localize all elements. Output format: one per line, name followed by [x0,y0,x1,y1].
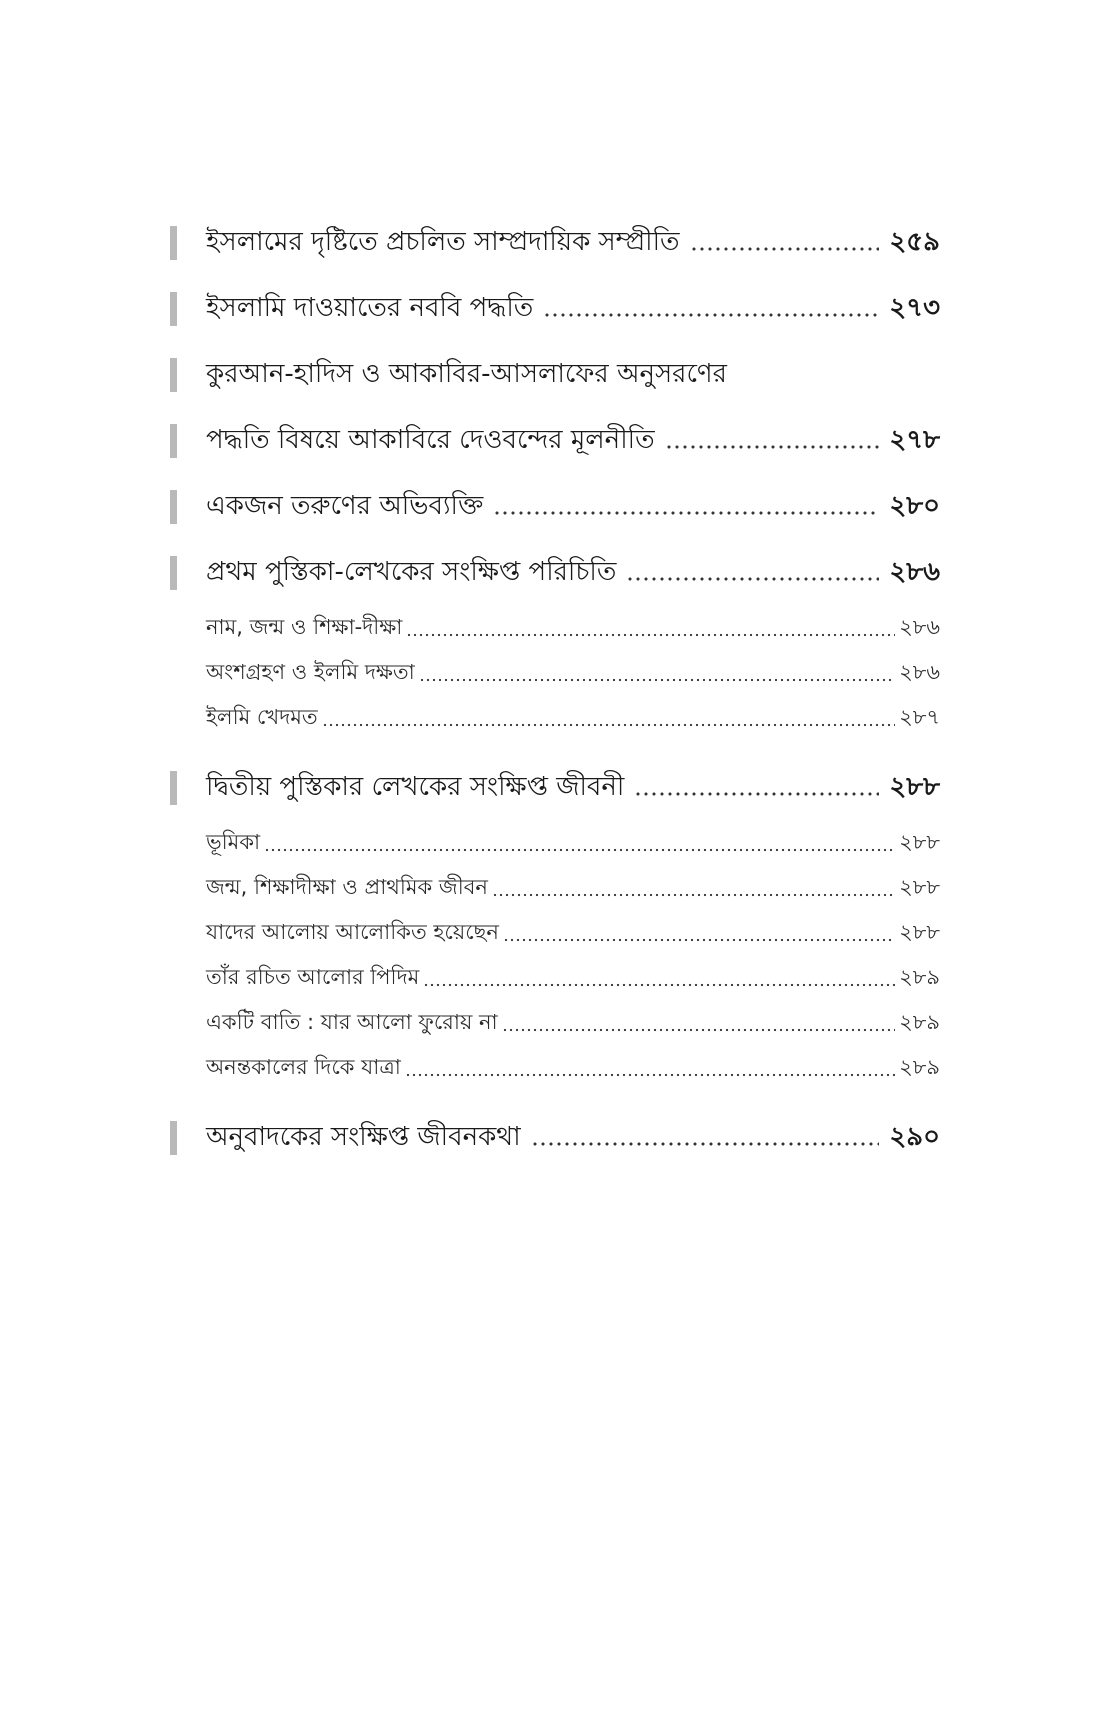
toc-entry-translator-bio[interactable] [176,1105,940,1171]
toc-subentry-page: ২৮৬ [899,615,940,639]
toc-subentry[interactable] [176,866,940,911]
section-marker-bar [170,556,177,590]
toc-entry-title: ইসলামি দাওয়াতের নববি পদ্ধতি [206,293,534,323]
toc-entry-dawah-method[interactable] [176,276,940,342]
toc-entry-page: ২৮০ [889,491,940,521]
section-marker-bar [170,358,177,392]
toc-entry-communal-harmony[interactable] [176,210,940,276]
spacer [176,741,940,755]
dot-leader [264,848,895,852]
toc-subentry-title: অংশগ্রহণ ও ইলমি দক্ষতা [206,660,415,684]
toc-subentry-page: ২৮৮ [899,920,940,944]
toc-subentry-title: জন্ম, শিক্ষাদীক্ষা ও প্রাথমিক জীবন [206,875,488,899]
toc-subentry[interactable] [176,1046,940,1091]
toc-entry-second-author-bio[interactable] [176,755,940,821]
toc-subentry[interactable] [176,606,940,651]
toc-subentry[interactable] [176,651,940,696]
dot-leader [493,511,879,515]
dot-leader [492,893,895,897]
toc-entry-page: ২৫৯ [889,227,940,257]
toc-subentry-page: ২৮৬ [899,660,940,684]
dot-leader [634,792,879,796]
toc-entry-title: কুরআন-হাদিস ও আকাবির-আসলাফের অনুসরণের [206,359,727,389]
toc-entry-title: ইসলামের দৃষ্টিতে প্রচলিত সাম্প্রদায়িক সম্প্রীতি [206,227,680,257]
toc-subentry-title: অনন্তকালের দিকে যাত্রা [206,1055,401,1079]
dot-leader [405,1073,895,1077]
dot-leader [665,445,880,449]
toc-entry-first-author-intro[interactable] [176,540,940,606]
toc-subentry-page: ২৮৯ [899,965,940,989]
dot-leader [419,678,895,682]
toc-subentry[interactable] [176,821,940,866]
toc-subentry[interactable] [176,911,940,956]
toc-subentry[interactable] [176,1001,940,1046]
toc-entry-page: ২৭৮ [889,425,940,455]
section-marker-bar [170,490,177,524]
section-marker-bar [170,1121,177,1155]
toc-subentry-page: ২৮৮ [899,875,940,899]
toc-entry-title: একজন তরুণের অভিব্যক্তি [206,491,484,521]
toc-subentry-title: ইলমি খেদমত [206,705,318,729]
toc-entry-title: প্রথম পুস্তিকা-লেখকের সংক্ষিপ্ত পরিচিতি [206,557,617,587]
dot-leader [503,938,895,942]
toc-entry-title: দ্বিতীয় পুস্তিকার লেখকের সংক্ষিপ্ত জীবনী [206,772,625,802]
toc-entry-quran-hadith-line2[interactable] [176,408,940,474]
dot-leader [543,313,879,317]
dot-leader [423,983,895,987]
toc-entry-page: ২৭৩ [889,293,940,323]
dot-leader [322,723,895,727]
section-marker-bar [170,292,177,326]
section-marker-bar [170,226,177,260]
toc-subentry-page: ২৮৯ [899,1010,940,1034]
dot-leader [502,1028,895,1032]
section-marker-bar [170,771,177,805]
dot-leader [531,1142,880,1146]
table-of-contents [176,210,940,1171]
toc-subentry-title: নাম, জন্ম ও শিক্ষা-দীক্ষা [206,615,403,639]
toc-subentry-title: ভূমিকা [206,830,261,854]
toc-subentry[interactable] [176,956,940,1001]
toc-entry-page: ২৮৬ [889,557,940,587]
spacer [176,1091,940,1105]
toc-subentry-page: ২৮৯ [899,1055,940,1079]
dot-leader [406,633,895,637]
toc-entry-young-expression[interactable] [176,474,940,540]
toc-entry-title: পদ্ধতি বিষয়ে আকাবিরে দেওবন্দের মূলনীতি [206,425,655,455]
toc-subentry-title: তাঁর রচিত আলোর পিদিম [206,965,420,989]
toc-subentry[interactable] [176,696,940,741]
toc-subentry-title: যাদের আলোয় আলোকিত হয়েছেন [206,920,499,944]
toc-entry-title: অনুবাদকের সংক্ষিপ্ত জীবনকথা [206,1122,521,1152]
toc-subentry-page: ২৮৮ [899,830,940,854]
toc-entry-page: ২৯০ [889,1122,940,1152]
dot-leader [690,247,880,251]
toc-entry-quran-hadith-line1[interactable] [176,342,940,408]
toc-subentry-title: একটি বাতি : যার আলো ফুরোয় না [206,1010,498,1034]
toc-subentry-page: ২৮৭ [899,705,940,729]
toc-entry-page: ২৮৮ [889,772,940,802]
section-marker-bar [170,424,177,458]
dot-leader [626,577,879,581]
